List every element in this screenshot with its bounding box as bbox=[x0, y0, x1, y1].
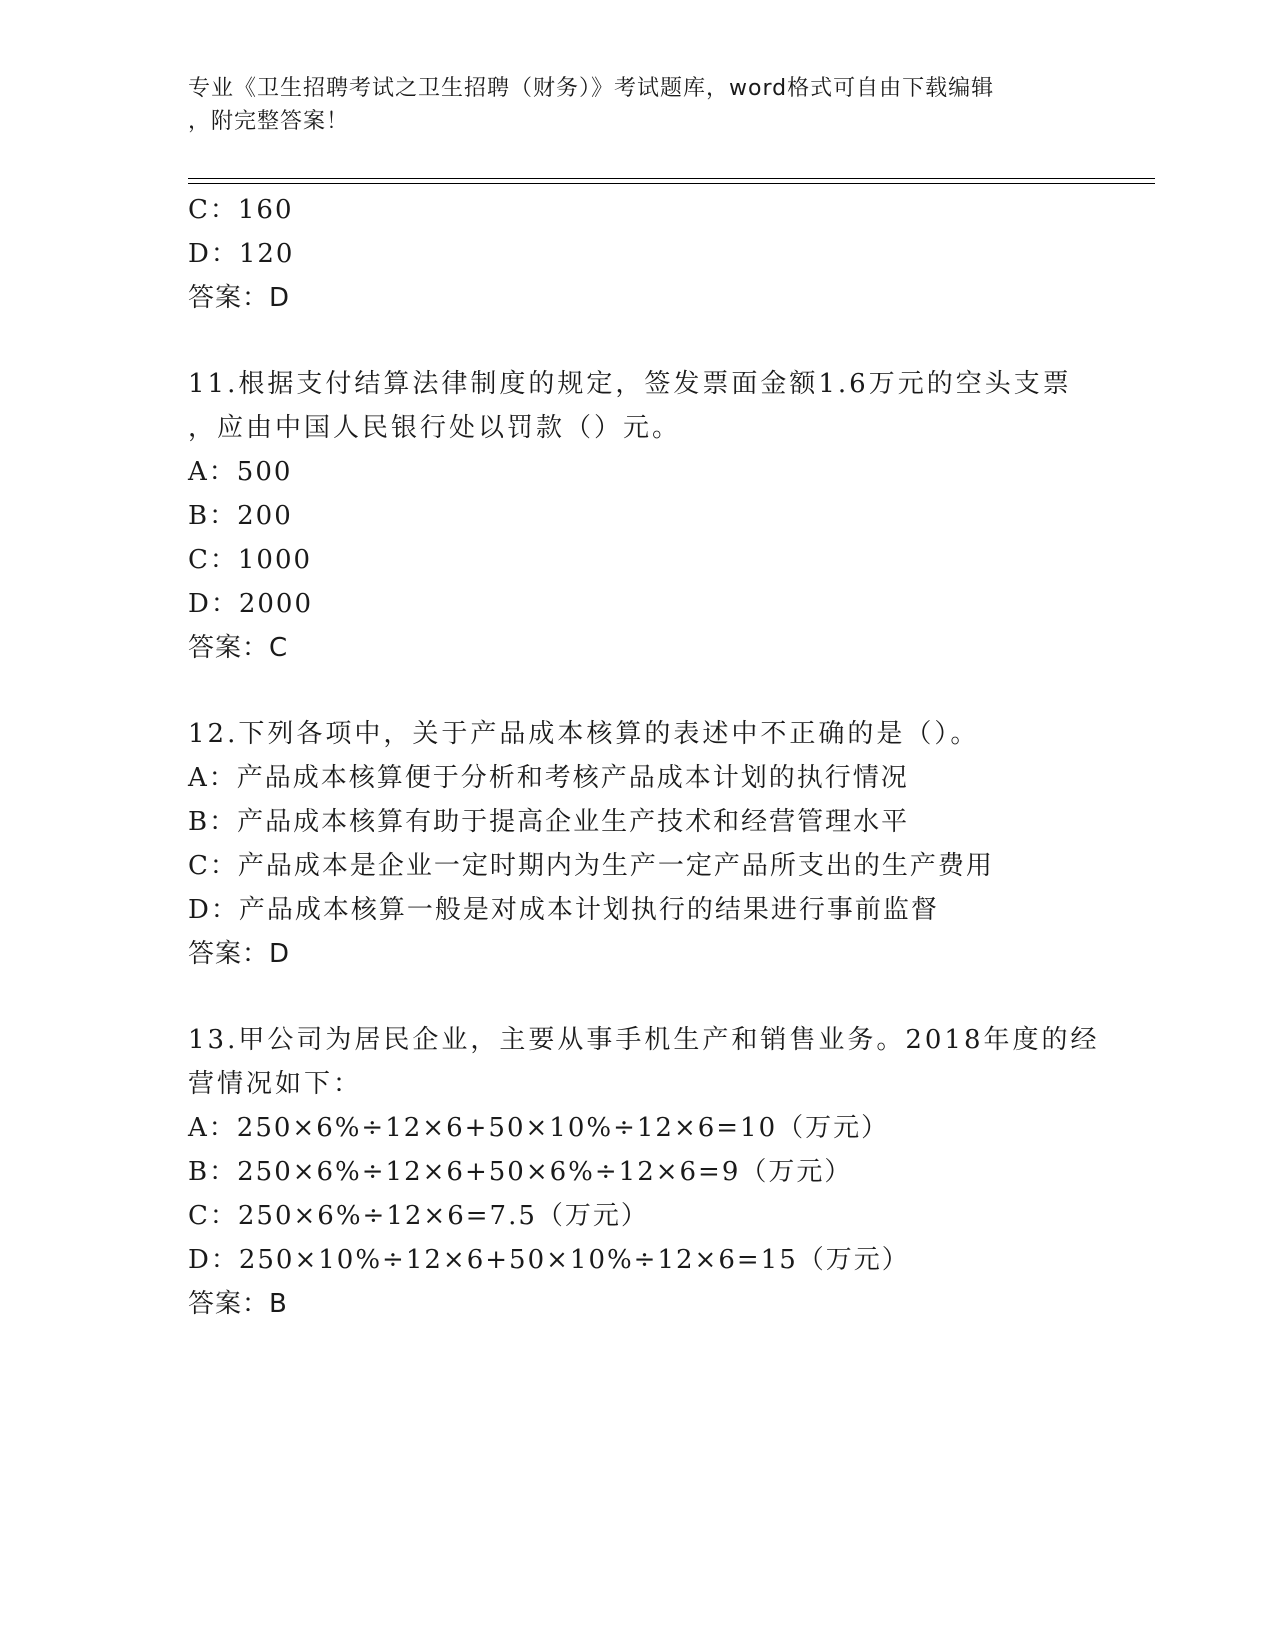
question-12-option-a: A：产品成本核算便于分析和考核产品成本计划的执行情况 bbox=[188, 763, 909, 793]
question-13-option-a: A：250×6%÷12×6+50×10%÷12×6=10（万元） bbox=[188, 1113, 890, 1143]
question-12-option-b: B：产品成本核算有助于提高企业生产技术和经营管理水平 bbox=[188, 807, 910, 837]
question-11-option-d: D：2000 bbox=[188, 589, 314, 619]
question-11-stem-line-2: ，应由中国人民银行处以罚款（）元。 bbox=[188, 413, 682, 443]
question-13-option-d: D：250×10%÷12×6+50×10%÷12×6=15（万元） bbox=[188, 1245, 910, 1275]
question-11-stem-line-1: 11.根据支付结算法律制度的规定，签发票面金额1.6万元的空头支票 bbox=[188, 369, 1072, 399]
question-13-stem-line-1: 13.甲公司为居民企业，主要从事手机生产和销售业务。2018年度的经 bbox=[188, 1025, 1100, 1055]
question-11-option-c: C：1000 bbox=[188, 545, 313, 575]
question-13-option-b: B：250×6%÷12×6+50×6%÷12×6=9（万元） bbox=[188, 1157, 853, 1187]
header-line-2: ，附完整答案！ bbox=[188, 109, 350, 134]
question-12-answer: 答案：D bbox=[188, 939, 291, 969]
question-12-option-d: D：产品成本核算一般是对成本计划执行的结果进行事前监督 bbox=[188, 895, 939, 925]
answer-line: 答案：D bbox=[188, 283, 291, 313]
question-12-option-c: C：产品成本是企业一定时期内为生产一定产品所支出的生产费用 bbox=[188, 851, 994, 881]
document-header bbox=[188, 72, 1088, 138]
question-11-answer: 答案：C bbox=[188, 633, 289, 663]
header-line-1: 专业《卫生招聘考试之卫生招聘（财务）》考试题库，word格式可自由下载编辑 bbox=[188, 76, 995, 101]
header-divider bbox=[188, 178, 1155, 184]
option-d: D：120 bbox=[188, 239, 295, 269]
question-11-option-b: B：200 bbox=[188, 501, 293, 531]
question-12-stem: 12.下列各项中，关于产品成本核算的表述中不正确的是（）。 bbox=[188, 719, 980, 749]
question-13-answer: 答案：B bbox=[188, 1289, 288, 1319]
question-11-option-a: A：500 bbox=[188, 457, 293, 487]
question-13-stem-line-2: 营情况如下： bbox=[188, 1069, 363, 1099]
question-13-option-c: C：250×6%÷12×6=7.5（万元） bbox=[188, 1201, 649, 1231]
option-c: C：160 bbox=[188, 195, 294, 225]
